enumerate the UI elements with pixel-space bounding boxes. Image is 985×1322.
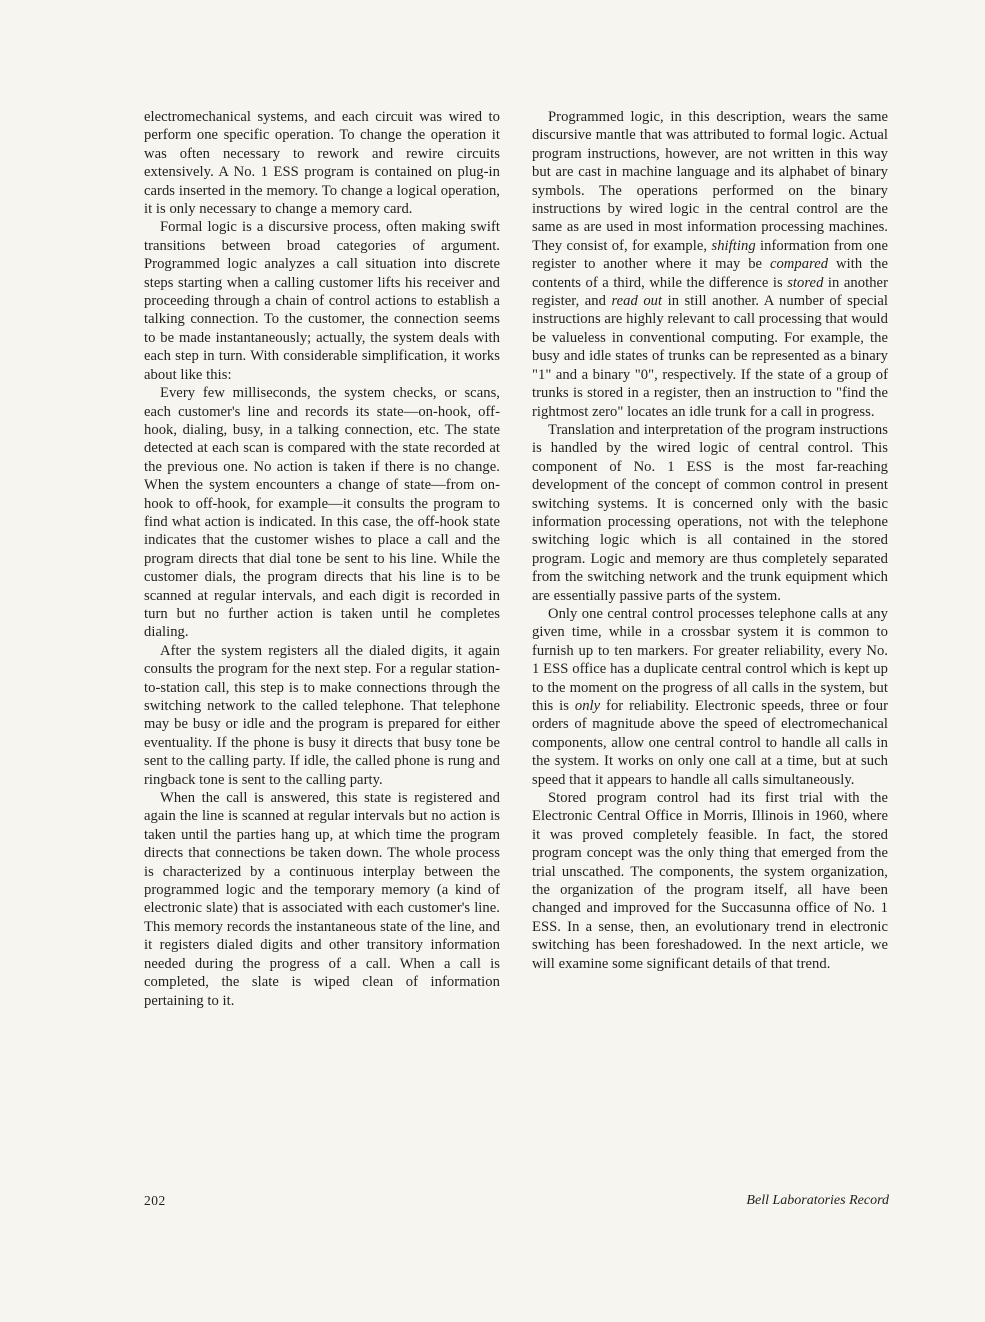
text-run: with the contents of a third, while the difference is [532, 256, 888, 291]
text-run: information from one register to another where it may be [532, 237, 889, 273]
paragraph: Stored program control had its first trial with the Electronic Central Office in Morris, Illinois in 1960, where it was proved completely feasible. In fact, the stored program concept was the only thing that emerged from the trial unscathed. The components, the system organization, the organization of the program itself, all have been changed and improved for the Succasunna office of No. 1 ESS. In a sense, then, an evolutionary trend in electronic switching has been foreshadowed. In the next article, we will examine some significant details of that trend. [532, 790, 888, 972]
text-run: Only one central control processes telephone calls at any given time, while in a crossbar system it is common to furnish up to ten markers. For greater reliability, every No. 1 ESS office has a duplicate central control which is kept up to the moment on the progress of all calls in the system, but this is [532, 605, 888, 714]
emphasis-text: stored [787, 274, 824, 291]
paragraph: Every few milliseconds, the system checks, or scans, each customer's line and records its state—on-hook, off-hook, dialing, busy, in a talking connection, etc. The state detected at each scan is compared with the state recorded at the previous one. No action is taken if there is no change. When the system encounters a change of state—from on-hook to off-hook, for example—it consults the program to find what action is indicated. In this case, the off-hook state indicates that the customer wishes to place a call and the program directs that dial tone be sent to his line. While the customer dials, the program directs that his line is to be scanned at regular intervals, and each digit is recorded in turn but no further action is taken until he completes dialing. [144, 385, 500, 641]
journal-name: Bell Laboratories Record [746, 1193, 889, 1208]
page-number: 202 [144, 1193, 166, 1208]
emphasis-text: shifting [711, 237, 756, 254]
paragraph [532, 605, 888, 789]
left-column [144, 108, 500, 1010]
paragraph: After the system registers all the dialed digits, it again consults the program for the next step. For a regular station-to-station call, this step is to make connections through the switching network to the called telephone. That telephone may be busy or idle and the program is prepared for either eventuality. If the phone is busy it directs that busy tone be sent to the calling party. If idle, the called phone is rung and ringback tone is sent to the calling party. [144, 642, 500, 788]
text-run: for reliability. Electronic speeds, three or four orders of magnitude above the speed of electromechanical components, allow one central control to handle all calls in the system. It works on only one call at a time, but at such speed that it appears to handle all calls simultaneously. [532, 698, 888, 788]
text-run: in still another. A number of special instructions are highly relevant to call processing that would be valueless in conventional computing. For example, the busy and idle states of trunks can be represented as a binary "1" and a binary "0", respectively. If the state of a group of trunks is stored in a register, then an instruction to "find the rightmost zero" locates an idle trunk for a call in progress. [532, 293, 888, 420]
emphasis-text: only [574, 698, 601, 714]
text-run: in another register, and [532, 274, 888, 310]
text-run: Programmed logic, in this description, wears the same discursive mantle that was attributed to formal logic. Actual program instructions, however, are not written in this way but are cast in machine language and its alphabet of binary symbols. The operations performed on the binary instructions by wired logic in the central control are the same as are used in most information processing machines. They consist of, for example, [532, 109, 888, 254]
emphasis-text: read out [611, 293, 663, 310]
paragraph [532, 108, 888, 421]
paragraph: Formal logic is a discursive process, often making swift transitions between broad categories of argument. Programmed logic analyzes a call situation into discrete steps starting when a calling customer lifts his receiver and proceeding through a chain of control actions to establish a talking connection. To the customer, the connection seems to be made instantaneously; actually, the system deals with each step in turn. With considerable simplification, it works about like this: [144, 219, 500, 383]
paragraph: Translation and interpretation of the program instructions is handled by the wired logic of central control. This component of No. 1 ESS is the most far-reaching development of the concept of common control in present switching systems. It is concerned only with the basic information processing operations, not with the telephone switching logic which is all contained in the stored program. Logic and memory are thus completely separated from the switching network and the trunk equipment which are essentially passive parts of the system. [532, 421, 888, 604]
paragraph: When the call is answered, this state is registered and again the line is scanned at regular intervals but no action is taken until the parties hang up, at which time the program directs that connections be taken down. The whole process is characterized by a continuous interplay between the programmed logic and the temporary memory (a kind of electronic slate) that is associated with each customer's line. This memory records the instantaneous state of the line, and it registers dialed digits and other transitory information needed during the progress of a call. When a call is completed, the slate is wiped clean of information pertaining to it. [144, 790, 500, 1009]
paragraph: electromechanical systems, and each circuit was wired to perform one specific operation. To change the operation it was often necessary to rework and rewire circuits extensively. A No. 1 ESS program is contained on plug-in cards inserted in the memory. To change a logical operation, it is only necessary to change a memory card. [144, 109, 500, 218]
emphasis-text: compared [769, 256, 829, 273]
right-column [532, 108, 888, 973]
